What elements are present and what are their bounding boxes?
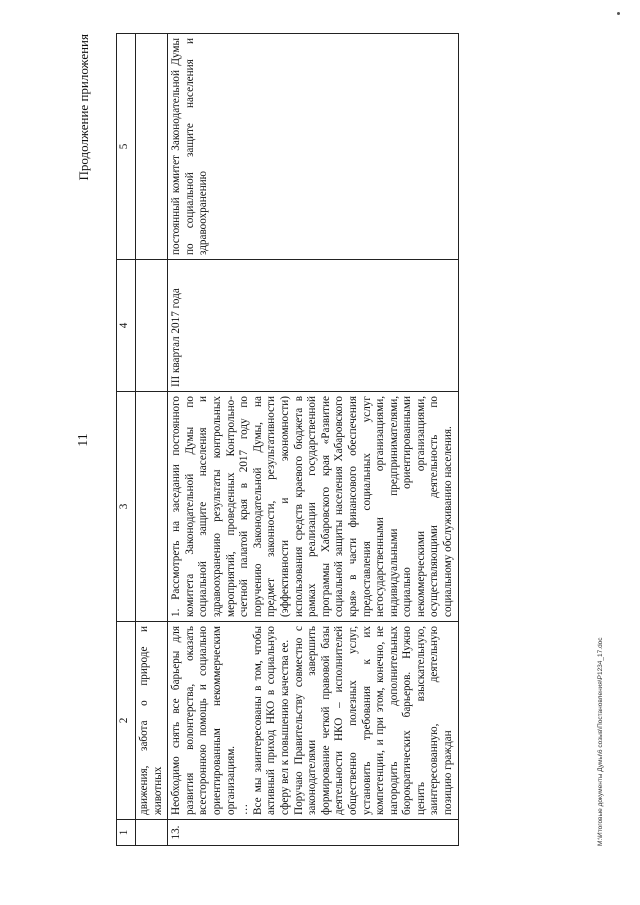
deadline-cell	[168, 260, 458, 392]
column-number: 5	[117, 34, 136, 260]
message-excerpt: Необходимо снять все барьеры для развития волонтерства, оказать всестороннюю помощь и социально ориентированным некоммерческим организациям. … Все мы заинтересованы в том, чтобы активный приход НКО в социальную сферу вел к повышению качества ее. Поручаю Правительству совместно с законодателями завершить формирование четкой правовой базы деятельности НКО – исполнителей общественно полезных услуг, установить требования к их компетенции, и при этом, конечно, не нагородить дополнительных бюрократических барьеров. Нужно ценить взыскательную, заинтересованную, деятельную позицию граждан	[170, 626, 455, 815]
page-number: 11	[76, 433, 91, 447]
carry-empty-cell	[136, 34, 168, 260]
row-number: 13.	[168, 820, 458, 846]
message-excerpt-cell	[168, 622, 458, 820]
measure-text: 1. Рассмотреть на заседании постоянного комитета Законодательной Думы по социальной защите населения и здравоохранению результаты контрольных мероприятий, проведенных Контрольно-счетной палатой края в 2017 году по поручению Законодательной Думы, на предмет законности, результативности (эффективности и экономности) использования средств краевого бюджета в рамках реализации государственной программы Хабаровского края «Развитие социальной защиты населения Хабаровского края» в части финансового обеспечения предоставления социальных услуг негосударственными организациями, индивидуальными предпринимателями, социально ориентированными некоммерческими организациями, осуществляющими деятельность по социальному обслуживанию населения.	[170, 396, 455, 617]
table-row	[168, 34, 458, 846]
column-number: 4	[117, 260, 136, 392]
scan-speck	[617, 12, 620, 15]
carry-text: движения, забота о природе и животных	[138, 626, 164, 815]
rotated-landscape-content	[64, 34, 604, 846]
deadline-text: III квартал 2017 года	[170, 288, 183, 387]
responsible-cell	[168, 34, 458, 260]
measures-table	[116, 33, 459, 846]
carry-num-cell	[136, 820, 168, 846]
file-path-footer: M:\Итоговые документы Думы\6 созыв\Постановления\P1234_17.doc	[597, 637, 604, 846]
continuation-label: Продолжение приложения	[76, 34, 91, 181]
responsible-text: постоянный комитет Законодательной Думы по социальной защите населения и здравоохранению	[170, 38, 210, 255]
carry-over-row	[136, 34, 168, 846]
carry-empty-cell	[136, 392, 168, 622]
carry-text-cell	[136, 622, 168, 820]
carry-empty-cell	[136, 260, 168, 392]
measure-cell	[168, 392, 458, 622]
column-number: 2	[117, 622, 136, 820]
page-header	[64, 34, 110, 846]
column-number-row	[117, 34, 136, 846]
column-number: 3	[117, 392, 136, 622]
column-number: 1	[117, 820, 136, 846]
